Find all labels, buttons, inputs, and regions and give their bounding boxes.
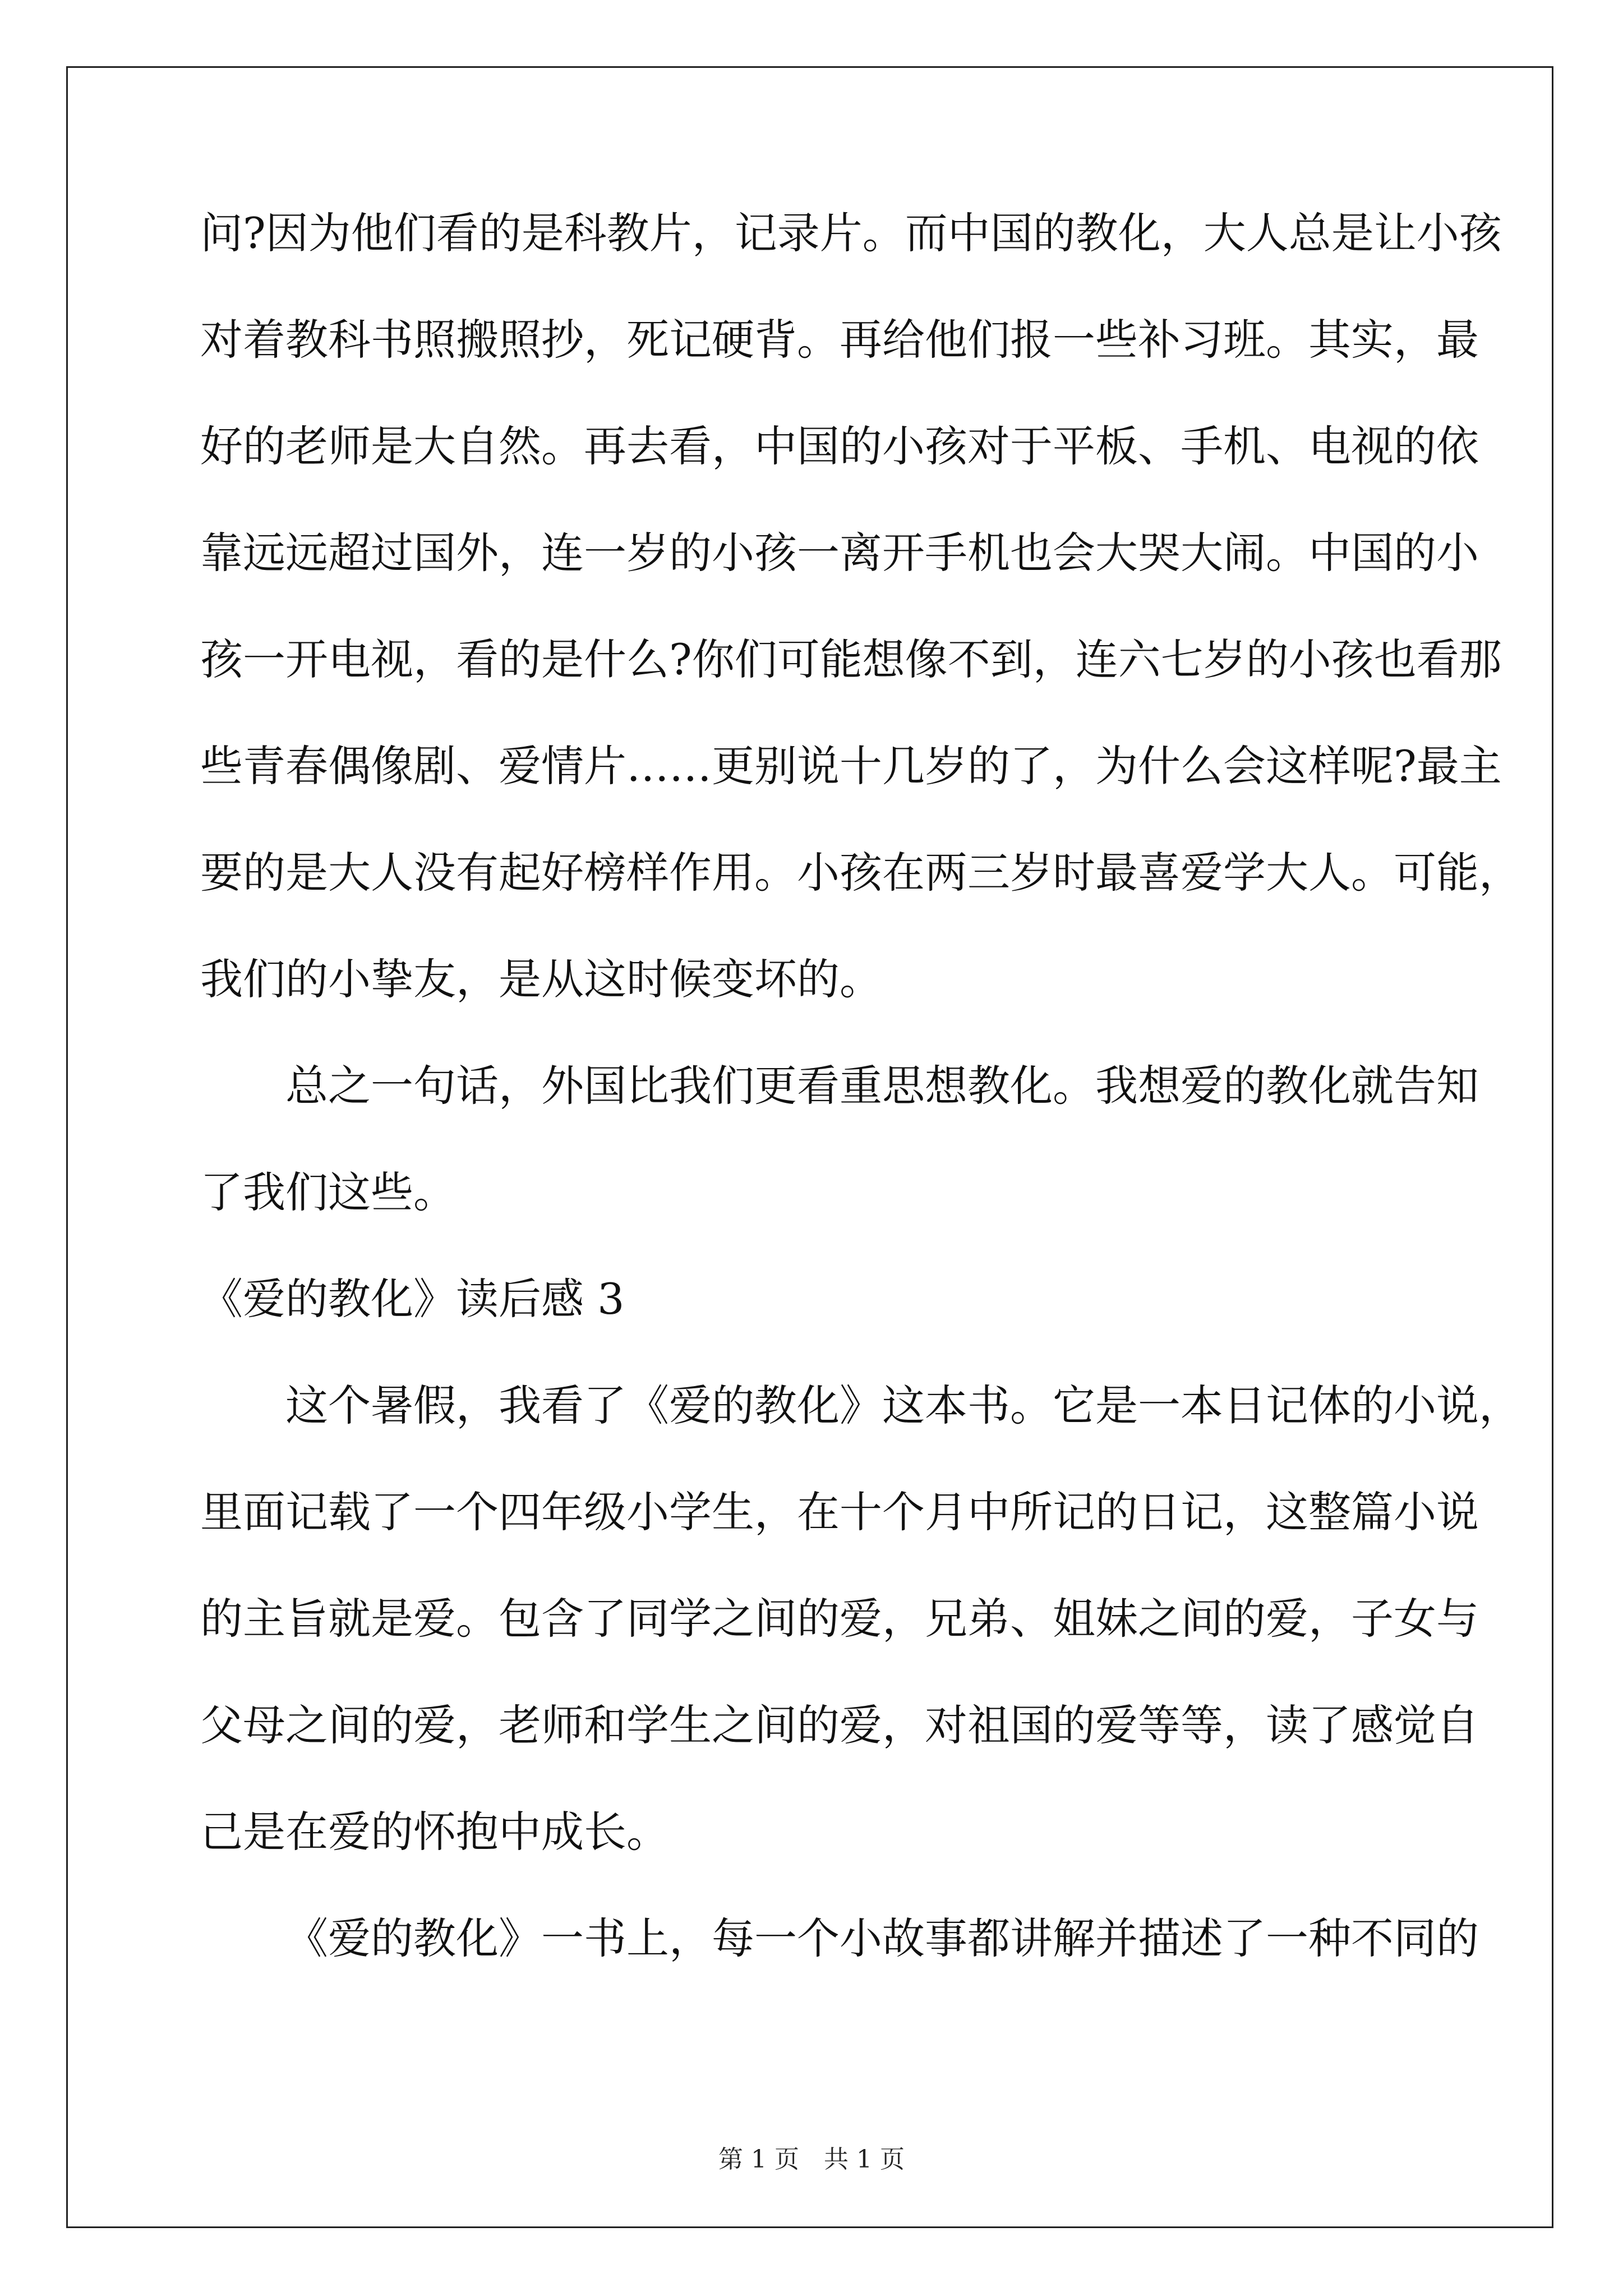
page-border — [66, 66, 1553, 2228]
paragraph-start: 这个暑假，我看了《爱的教化》这本书。它是一本日记体的小说， — [285, 1381, 1521, 1430]
section-heading: 《爱的教化》读后感 3 — [200, 1274, 625, 1324]
paragraph-start: 总之一句话，外国比我们更看重思想教化。我想爱的教化就告知 — [285, 1061, 1479, 1111]
text-line: 对着教科书照搬照抄，死记硬背。再给他们报一些补习班。其实，最 — [200, 315, 1479, 365]
text-line: 要的是大人没有起好榜样作用。小孩在两三岁时最喜爱学大人。可能， — [200, 848, 1521, 898]
text-line: 里面记载了一个四年级小学生，在十个月中所记的日记，这整篇小说 — [200, 1487, 1479, 1537]
text-line: 父母之间的爱，老师和学生之间的爱，对祖国的爱等等，读了感觉自 — [200, 1700, 1479, 1750]
text-line: 的主旨就是爱。包含了同学之间的爱，兄弟、姐妹之间的爱，子女与 — [200, 1594, 1479, 1644]
text-line: 好的老师是大自然。再去看，中国的小孩对于平板、手机、电视的依 — [200, 421, 1479, 471]
text-line: 些青春偶像剧、爱情片……更别说十几岁的了，为什么会这样呢?最主 — [200, 741, 1502, 791]
page-number: 第 1 页 — [718, 2145, 799, 2174]
text-line: 己是在爱的怀抱中成长。 — [200, 1807, 669, 1857]
text-line: 我们的小挚友，是从这时候变坏的。 — [200, 954, 882, 1004]
paragraph-start: 《爱的教化》一书上，每一个小故事都讲解并描述了一种不同的 — [285, 1913, 1479, 1963]
text-line: 问?因为他们看的是科教片，记录片。而中国的教化，大人总是让小孩 — [200, 208, 1502, 258]
text-line: 靠远远超过国外，连一岁的小孩一离开手机也会大哭大闹。中国的小 — [200, 528, 1479, 578]
text-line: 孩一开电视，看的是什么?你们可能想像不到，连六七岁的小孩也看那 — [200, 634, 1502, 684]
text-line: 了我们这些。 — [200, 1167, 456, 1217]
page-total: 共 1 页 — [824, 2145, 905, 2174]
page-footer — [0, 2143, 1623, 2177]
